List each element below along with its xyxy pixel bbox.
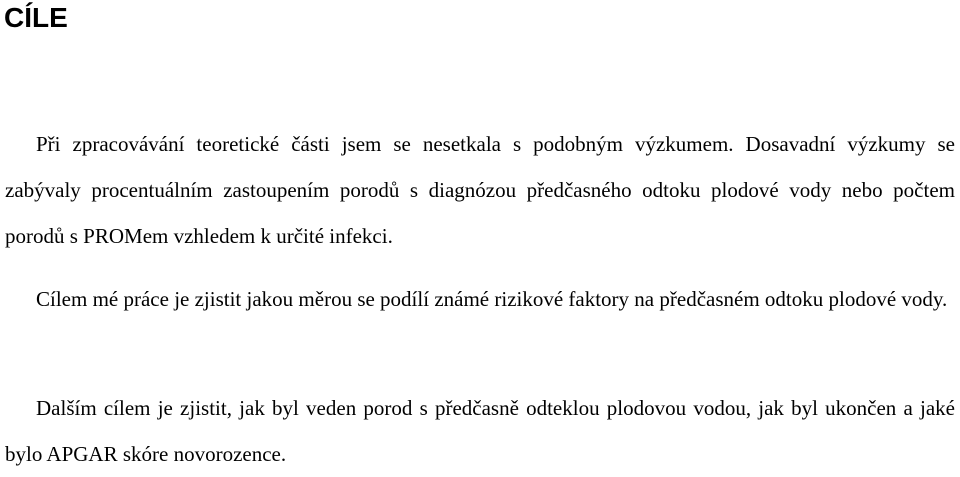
paragraph-research-overview: Při zpracovávání teoretické části jsem se nesetkala s podobným výzkumem. Dosavadní výzkumy se zabývaly procentuálním zastoupením porodů s diagnózou předčasného odtoku plodové vody nebo počtem porodů s PROMem vzhledem k určité infekci. bbox=[5, 132, 955, 248]
page-title: CÍLE bbox=[4, 2, 68, 33]
paragraph-secondary-goal: Dalším cílem je zjistit, jak byl veden porod s předčasně odteklou plodovou vodou, jak byl ukončen a jaké bylo APGAR skóre novorozence. bbox=[5, 396, 955, 466]
paragraph-main-goal: Cílem mé práce je zjistit jakou měrou se podílí známé rizikové faktory na předčasném odtoku plodové vody. bbox=[36, 287, 948, 311]
